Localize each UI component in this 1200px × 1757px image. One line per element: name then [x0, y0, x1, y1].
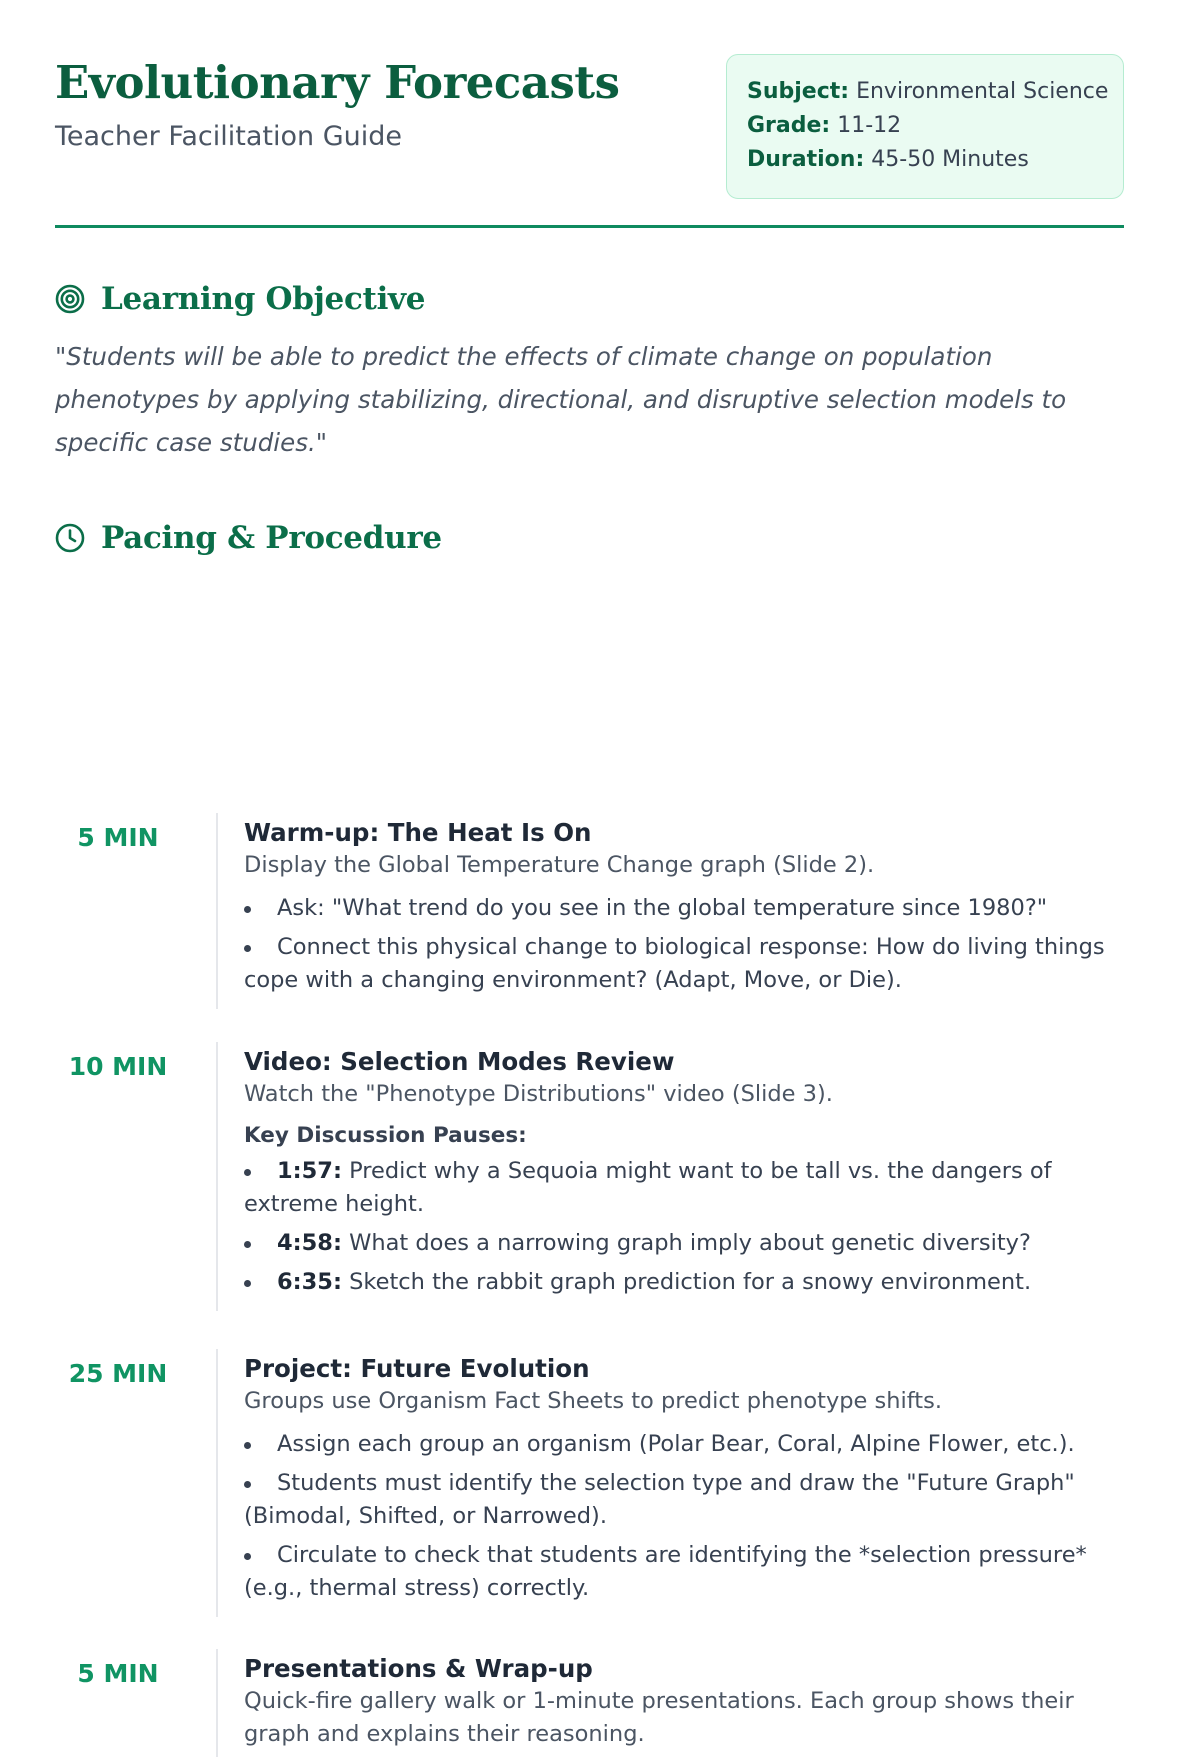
section-title: Pacing & Procedure	[101, 520, 442, 556]
step-duration: 25 MIN	[68, 1359, 168, 1388]
meta-value: Environmental Science	[856, 79, 1109, 104]
bullet-text: Assign each group an organism (Polar Bear, Coral, Alpine Flower, etc.).	[277, 1431, 1075, 1457]
step-duration: 5 MIN	[77, 1659, 159, 1688]
bullet-dot-icon	[244, 1169, 251, 1176]
bullet-dot-icon	[244, 1241, 251, 1248]
step-title: Project: Future Evolution	[244, 1354, 590, 1383]
step-bullet-list	[244, 892, 1106, 997]
step-duration: 10 MIN	[68, 1052, 168, 1081]
bullet-dot-icon	[244, 1442, 251, 1449]
step-bullet-list	[244, 1428, 1106, 1605]
meta-label: Duration:	[747, 147, 865, 172]
bullet-dot-icon	[244, 1280, 251, 1287]
bullet-text: Predict why a Sequoia might want to be tall vs. the dangers of extreme height.	[244, 1158, 1052, 1217]
bullet-text: Sketch the rabbit graph prediction for a snowy environment.	[341, 1269, 1032, 1295]
list-item	[244, 1467, 1106, 1533]
step-description: Quick-fire gallery walk or 1-minute presentations. Each group shows their graph and explains their reasoning.	[244, 1688, 1074, 1747]
bullet-text: Students must identify the selection type and draw the "Future Graph" (Bimodal, Shifted, or Narrowed).	[244, 1470, 1075, 1529]
list-item	[244, 1155, 1106, 1221]
step-title: Warm-up: The Heat Is On	[244, 818, 592, 847]
page-subtitle: Teacher Facilitation Guide	[55, 121, 402, 152]
step-title: Presentations & Wrap-up	[244, 1654, 593, 1683]
step-subheading: Key Discussion Pauses:	[244, 1123, 527, 1148]
step-content	[216, 1649, 1106, 1757]
timestamp: 1:57:	[277, 1158, 342, 1184]
list-item	[244, 1227, 1106, 1260]
bullet-text: Circulate to check that students are identifying the *selection pressure* (e.g., thermal stress) correctly.	[244, 1542, 1087, 1601]
step-content	[216, 1349, 1106, 1617]
bullet-text: What does a narrowing graph imply about genetic diversity?	[341, 1230, 1031, 1256]
meta-grade	[747, 109, 1123, 143]
bullet-text: Connect this physical change to biological response: How do living things cope with a changing environment? (Adapt, Move, or Die).	[244, 934, 1105, 993]
meta-subject	[747, 75, 1123, 109]
list-item	[244, 892, 1106, 925]
pacing-procedure-heading	[55, 520, 442, 556]
list-item	[244, 1266, 1106, 1299]
meta-value: 11-12	[837, 113, 902, 138]
list-item	[244, 931, 1106, 997]
meta-label: Subject:	[747, 79, 850, 104]
lesson-meta-box	[726, 54, 1124, 199]
step-bullet-list	[244, 1155, 1106, 1299]
step-description: Watch the "Phenotype Distributions" video (Slide 3).	[244, 1081, 833, 1107]
list-item	[244, 1428, 1106, 1461]
timestamp: 4:58:	[277, 1230, 342, 1256]
bullet-dot-icon	[244, 945, 251, 952]
meta-label: Grade:	[747, 113, 831, 138]
bullet-dot-icon	[244, 1553, 251, 1560]
document-header	[55, 0, 1124, 228]
bullet-text: Ask: "What trend do you see in the global temperature since 1980?"	[277, 895, 1048, 921]
meta-value: 45-50 Minutes	[871, 147, 1029, 172]
step-content	[216, 813, 1106, 1009]
bullet-dot-icon	[244, 1481, 251, 1488]
step-content	[216, 1042, 1106, 1311]
page-title: Evolutionary Forecasts	[55, 56, 620, 109]
clock-icon	[55, 523, 85, 553]
meta-duration	[747, 143, 1123, 177]
step-description: Display the Global Temperature Change graph (Slide 2).	[244, 852, 875, 878]
step-title: Video: Selection Modes Review	[244, 1047, 675, 1076]
timestamp: 6:35:	[277, 1269, 342, 1295]
section-title: Learning Objective	[101, 281, 426, 317]
bullet-dot-icon	[244, 906, 251, 913]
step-description: Groups use Organism Fact Sheets to predict phenotype shifts.	[244, 1388, 943, 1414]
list-item	[244, 1539, 1106, 1605]
step-duration: 5 MIN	[77, 823, 159, 852]
learning-objective-heading	[55, 281, 425, 317]
target-icon	[55, 284, 85, 314]
learning-objective-text: "Students will be able to predict the effects of climate change on population phenotypes by applying stabilizing, directional, and disruptive selection models to specific case studies."	[55, 342, 1067, 457]
